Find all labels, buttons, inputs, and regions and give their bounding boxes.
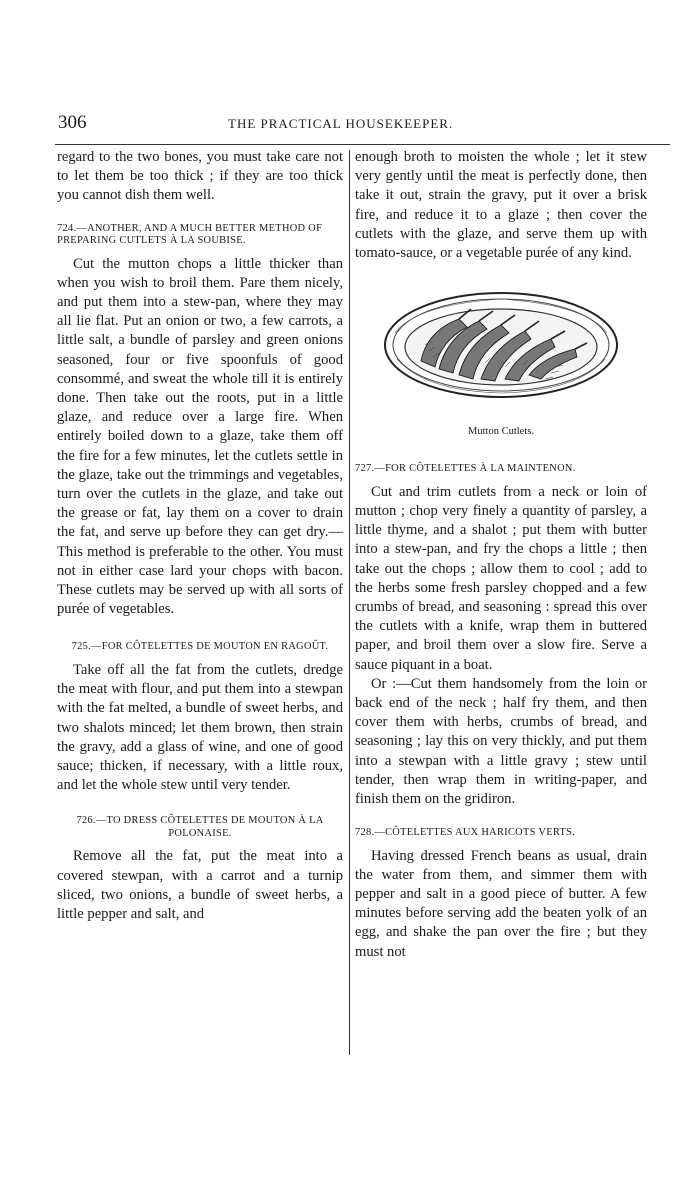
platter-engraving [355,275,647,425]
right-column [355,148,647,962]
section-724-body: Cut the mutton chops a little thicker than when you wish to broil them. Pare them nicely, and put them into a stew-pan, where they may all lie flat. Put an onion or two, a few carrots, a little salt, a bundle of parsley and green onions seasoned, four or five spoonfuls of good consommé, and sweat the whole till it is entirely done. Then take out the roots, put in a little glaze, and reduce over a large fire. When entirely boiled down to a glaze, take them off the fire for a few minutes, let the cutlets settle in the glaze, take out the trimmings and vegetables, turn over the cutlets in the glaze, and take out the grease or fat, lay them on a cover to drain the fat, and serve up before they can get dry.—This method is preferable to the other. You must not in either case lard your chops with bacon. These cutlets may be served up with all sorts of purée of vegetables. [57,255,343,618]
running-title: THE PRACTICAL HOUSEKEEPER. [228,116,454,131]
section-725-body: Take off all the fat from the cutlets, dredge the meat with flour, and put them into a stewpan with the fat melted, a bundle of sweet herbs, and two shalots minced; let them brown, then strain the gravy, add a glass of wine, and one of good sauce; thicken, if necessary, with a little roux, and let the whole stew until very tender. [57,661,343,794]
header-rule [55,144,670,145]
section-726-title: 726.—TO DRESS CÔTELETTES DE MOUTON À LA POLONAISE. [76,815,324,839]
section-728-title: 728.—CÔTELETTES AUX HARICOTS VERTS. [355,827,576,839]
section-728-body: Having dressed French beans as usual, drain the water from them, and simmer them with pepper and salt in a good piece of butter. A few minutes before serving add the beaten yolk of an egg, and shake the pan over the fire ; but they must not [355,847,647,960]
section-727-title: 727.—FOR CÔTELETTES À LA MAINTENON. [355,463,576,475]
figure-caption: Mutton Cutlets. [468,426,534,438]
section-725-title: 725.—FOR CÔTELETTES DE MOUTON EN RAGOÛT. [71,641,329,653]
continued-paragraph: enough broth to moisten the whole ; let it stew very gently until the meat is perfectly done, then take it out, strain the gravy, put it over a brisk fire, and reduce it to a glaze ; then cover the cutlets with the glaze, and serve them up with tomato-sauce, or a vegetable purée of any kind. [355,149,647,262]
intro-paragraph: regard to the two bones, you must take care not to let them be too thick ; if they are too thick you cannot dish them well. [57,149,343,204]
page-number: 306 [58,112,87,133]
section-727-body: Cut and trim cutlets from a neck or loin of mutton ; chop very finely a quantity of parsley, a little thyme, and a shalot ; put them with butter into a stew-pan, and fry the chops a little ; then take out the chops ; allow them to cool ; add to the herbs some fresh parsley chopped and a few crumbs of bread, and seasoning : spread this over the cutlets with a knife, wrap them in buttered paper, and broil them over a slow fire. Serve a sauce piquant in a boat. [355,483,647,673]
page-header [58,112,668,136]
section-727-alternative: Or :—Cut them handsomely from the loin or back end of the neck ; half fry them, and then cover them with herbs, crumbs of bread, and seasoning ; lay this on very thickly, and put them into a stewpan with a little gravy ; stew until tender, then wrap them in writing-paper, and finish them on the gridiron. [355,675,647,807]
left-column [57,148,343,924]
section-724-title: 724.—ANOTHER, AND A MUCH BETTER METHOD OF PREPARING CUTLETS À LA SOUBISE. [57,222,323,247]
column-divider [349,150,350,1055]
section-726-body: Remove all the fat, put the meat into a covered stewpan, with a carrot and a turnip sliced, two onions, a bundle of sweet herbs, a little pepper and salt, and [57,848,343,922]
mutton-cutlets-illustration [355,275,647,445]
